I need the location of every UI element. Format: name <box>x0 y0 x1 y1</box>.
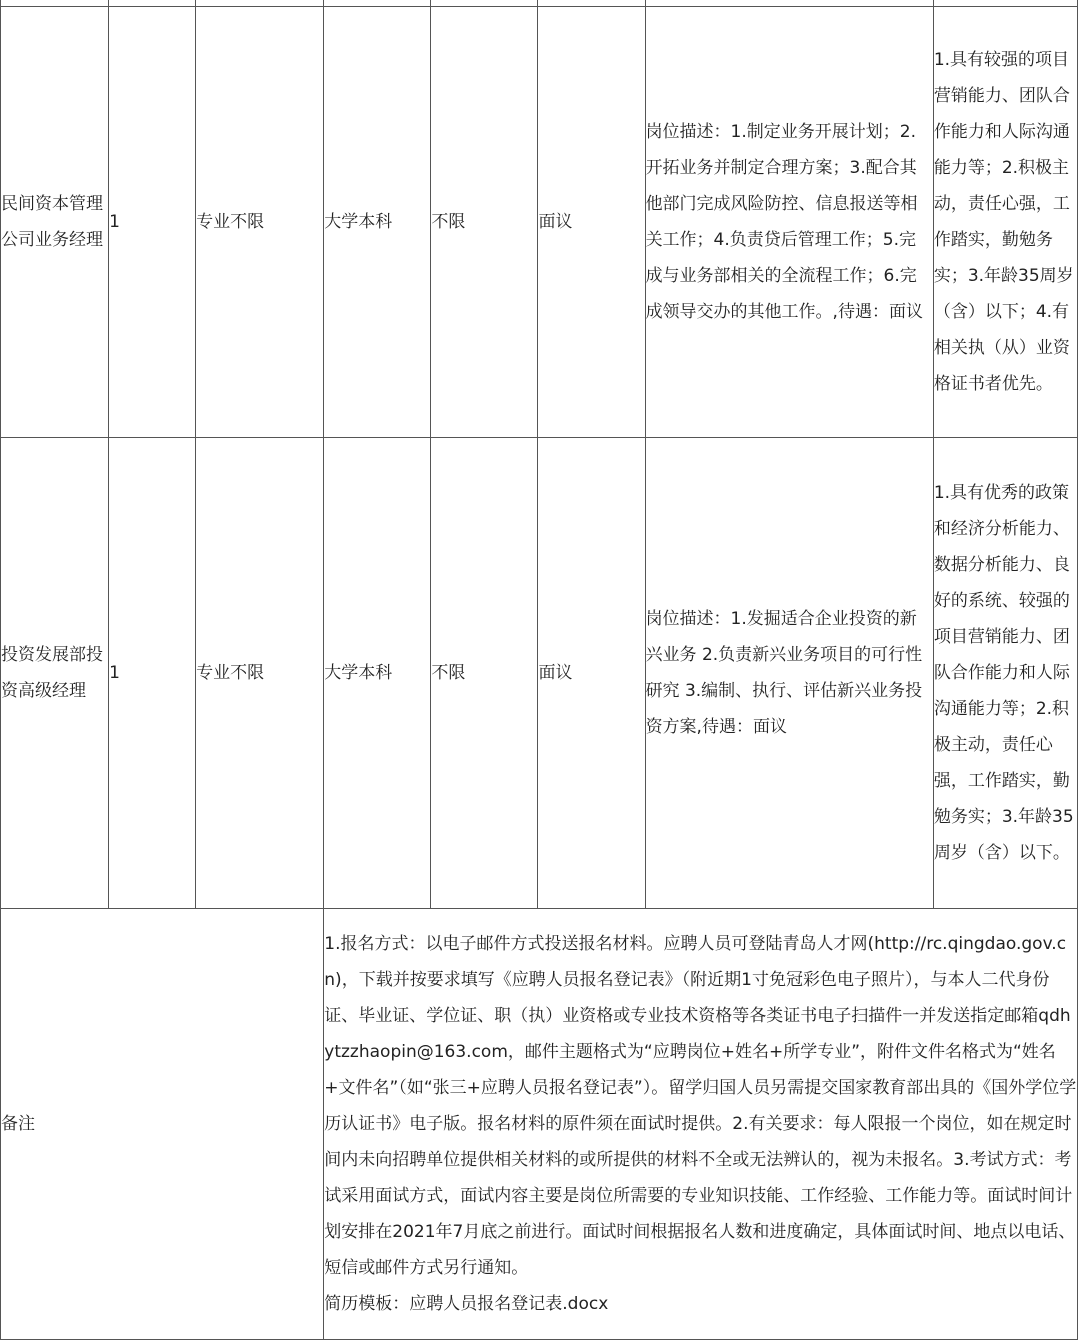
age-cell: 不限 <box>431 7 538 438</box>
salary-cell: 面议 <box>538 438 645 909</box>
age-cell: 不限 <box>431 438 538 909</box>
requirements-cell: 1.具有较强的项目营销能力、团队合作能力和人际沟通能力等；2.积极主动，责任心强，工作踏实，勤勉务实；3.年龄35周岁（含）以下；4.有相关执（从）业资格证书者优先。 <box>933 7 1077 438</box>
resume-template-link[interactable]: 简历模板：应聘人员报名登记表.docx <box>324 1294 609 1314</box>
table-row <box>1 7 1078 438</box>
count-cell: 1 <box>109 438 196 909</box>
note-label: 备注 <box>1 909 324 1340</box>
note-text: 1.报名方式：以电子邮件方式投送报名材料。应聘人员可登陆青岛人才网(http://rc.qingdao.gov.cn)，下载并按要求填写《应聘人员报名登记表》（附近期1寸免冠彩色电子照片），与本人二代身份证、毕业证、学位证、职（执）业资格或专业技术资格等各类证书电子扫描件一并发送指定邮箱qdhytzzhaopin@163.com，邮件主题格式为“应聘岗位+姓名+所学专业”，附件文件名格式为“姓名+文件名”（如“张三+应聘人员报名登记表”）。留学归国人员另需提交国家教育部出具的《国外学位学历认证书》电子版。报名材料的原件须在面试时提供。2.有关要求：每人限报一个岗位，如在规定时间内未向招聘单位提供相关材料的或所提供的材料不全或无法辨认的，视为未报名。3.考试方式：考试采用面试方式，面试内容主要是岗位所需要的专业知识技能、工作经验、工作能力等。面试时间计划安排在2021年7月底之前进行。面试时间根据报名人数和进度确定，具体面试时间、地点以电话、短信或邮件方式另行通知。 <box>324 934 1077 1278</box>
position-cell: 民间资本管理公司业务经理 <box>1 7 109 438</box>
major-cell: 专业不限 <box>196 438 324 909</box>
requirements-cell: 1.具有优秀的政策和经济分析能力、数据分析能力、良好的系统、较强的项目营销能力、团队合作能力和人际沟通能力等；2.积极主动，责任心强，工作踏实，勤勉务实；3.年龄35周岁（含）以下。 <box>933 438 1077 909</box>
major-cell: 专业不限 <box>196 7 324 438</box>
education-cell: 大学本科 <box>324 438 431 909</box>
note-row <box>1 909 1078 1340</box>
description-cell: 岗位描述：1.制定业务开展计划；2.开拓业务并制定合理方案；3.配合其他部门完成风险防控、信息报送等相关工作；4.负责贷后管理工作；5.完成与业务部相关的全流程工作；6.完成领导交办的其他工作。,待遇：面议 <box>645 7 933 438</box>
salary-cell: 面议 <box>538 7 645 438</box>
position-cell: 投资发展部投资高级经理 <box>1 438 109 909</box>
table-row <box>1 438 1078 909</box>
note-content <box>324 909 1078 1340</box>
education-cell: 大学本科 <box>324 7 431 438</box>
count-cell: 1 <box>109 7 196 438</box>
description-cell: 岗位描述：1.发掘适合企业投资的新兴业务 2.负责新兴业务项目的可行性研究 3.编制、执行、评估新兴业务投资方案,待遇：面议 <box>645 438 933 909</box>
